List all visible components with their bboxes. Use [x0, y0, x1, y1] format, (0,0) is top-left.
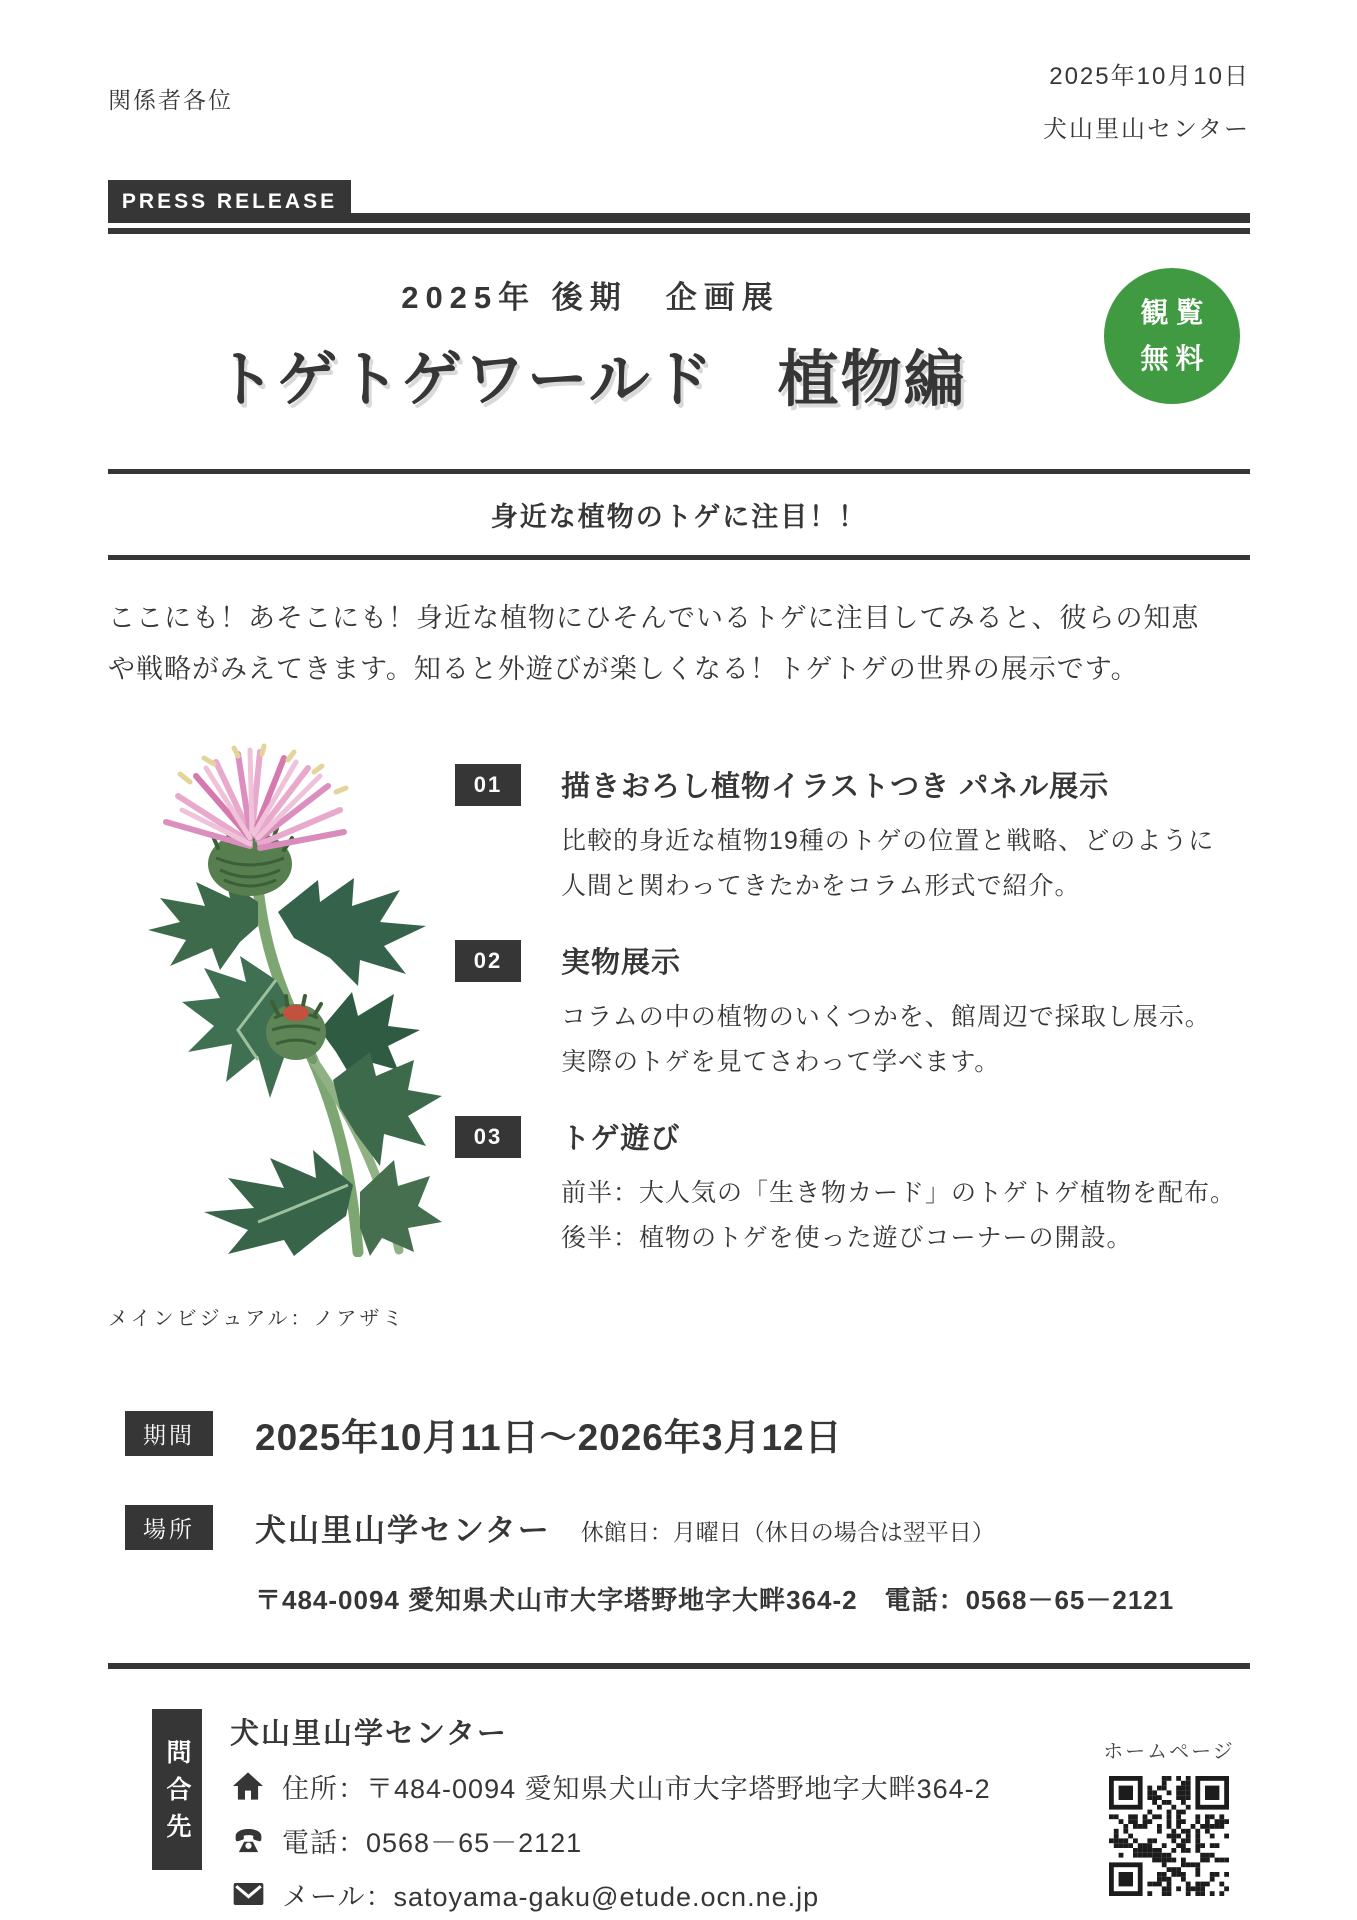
free-admission-badge	[1104, 268, 1240, 404]
header-right	[1043, 56, 1250, 144]
contact-phone-row	[230, 1821, 991, 1860]
section-03	[455, 1116, 1250, 1262]
contact-footer	[108, 1709, 1250, 1914]
press-release-label: PRESS RELEASE	[108, 180, 351, 223]
place-value: 犬山里山学センター	[255, 1512, 551, 1548]
section-number-badge: 02	[455, 940, 521, 982]
exhibit-sections	[445, 730, 1250, 1292]
document-header	[108, 0, 1250, 144]
mail-icon	[230, 1878, 266, 1910]
contact-email-row	[230, 1875, 991, 1914]
contact-name: 犬山里山学センター	[230, 1717, 508, 1750]
badge-line-1: 観覧	[1140, 296, 1211, 328]
home-icon	[230, 1770, 266, 1802]
section-02	[455, 940, 1250, 1086]
contact-address: 住所：〒484-0094 愛知県犬山市大字塔野地字大畔364-2	[282, 1773, 991, 1804]
thistle-image	[108, 730, 445, 1257]
exhibition-kicker: 2025年 後期 企画展	[401, 280, 780, 315]
badge-line-2: 無料	[1140, 343, 1211, 374]
closed-days-note: 休館日：月曜日（休日の場合は翌平日）	[580, 1518, 995, 1545]
thistle-illustration	[108, 730, 445, 1292]
section-desc-line: 前半：大人気の「生き物カード」のトゲトゲ植物を配布。	[561, 1178, 1237, 1207]
schedule-block	[108, 1407, 1250, 1617]
period-row	[125, 1407, 1250, 1461]
qr-code	[1109, 1776, 1229, 1896]
title-block	[108, 272, 1250, 447]
divider	[108, 555, 1250, 560]
intro-line-1: ここにも！あそこにも！身近な植物にひそんでいるトゲに注目してみると、彼らの知恵	[108, 603, 1200, 633]
section-desc-line: 後半：植物のトゲを使った遊びコーナーの開設。	[561, 1224, 1133, 1253]
contact-phone: 電話：0568－65－2121	[282, 1827, 583, 1858]
period-label: 期間	[125, 1411, 213, 1456]
contact-address-row	[230, 1767, 991, 1806]
intro-paragraph	[108, 593, 1250, 696]
main-visual-caption: メインビジュアル：ノアザミ	[108, 1307, 406, 1330]
section-number-badge: 03	[455, 1116, 521, 1158]
divider	[108, 1663, 1250, 1669]
banner-bar	[351, 213, 1250, 223]
banner-underline	[108, 228, 1250, 234]
issuing-organization: 犬山里山センター	[1042, 116, 1250, 143]
issue-date: 2025年10月10日	[1049, 63, 1250, 90]
section-description	[561, 819, 1250, 910]
catch-copy: 身近な植物のトゲに注目！！	[490, 502, 868, 532]
section-01	[455, 764, 1250, 910]
venue-address: 〒484-0094 愛知県犬山市大字塔野地字大畔364-2 電話：0568－65－2121	[255, 1584, 1175, 1615]
place-label: 場所	[125, 1505, 213, 1550]
section-title: トゲ遊び	[561, 1123, 681, 1156]
section-description	[561, 995, 1250, 1086]
section-desc-line: 実際のトゲを見てさわって学べます。	[561, 1048, 1001, 1077]
section-desc-line: コラムの中の植物のいくつかを、館周辺で採取し展示。	[561, 1002, 1211, 1031]
section-title: 実物展示	[561, 947, 682, 980]
contact-label-bar: 問合先	[152, 1709, 202, 1870]
section-desc-line: 比較的身近な植物19種のトゲの位置と戦略、どのように	[561, 826, 1215, 855]
intro-line-2: や戦略がみえてきます。知ると外遊びが楽しくなる！トゲトゲの世界の展示です。	[108, 654, 1139, 685]
press-release-banner	[108, 180, 1250, 223]
section-title: 描きおろし植物イラストつき パネル展示	[561, 771, 1110, 804]
homepage-block	[1101, 1735, 1237, 1901]
section-desc-line: 人間と関わってきたかをコラム形式で紹介。	[561, 872, 1081, 901]
place-row	[125, 1505, 1250, 1550]
section-description	[561, 1171, 1250, 1262]
period-value: 2025年10月11日〜2026年3月12日	[255, 1416, 843, 1458]
divider	[108, 469, 1250, 474]
homepage-label: ホームページ	[1103, 1740, 1235, 1763]
contact-email: メール：satoyama-gaku@etude.ocn.ne.jp	[282, 1881, 820, 1912]
exhibition-title: トゲトゲワールド 植物編	[214, 345, 967, 413]
section-number-badge: 01	[455, 764, 521, 806]
recipient: 関係者各位	[108, 87, 233, 113]
phone-icon	[230, 1824, 266, 1856]
